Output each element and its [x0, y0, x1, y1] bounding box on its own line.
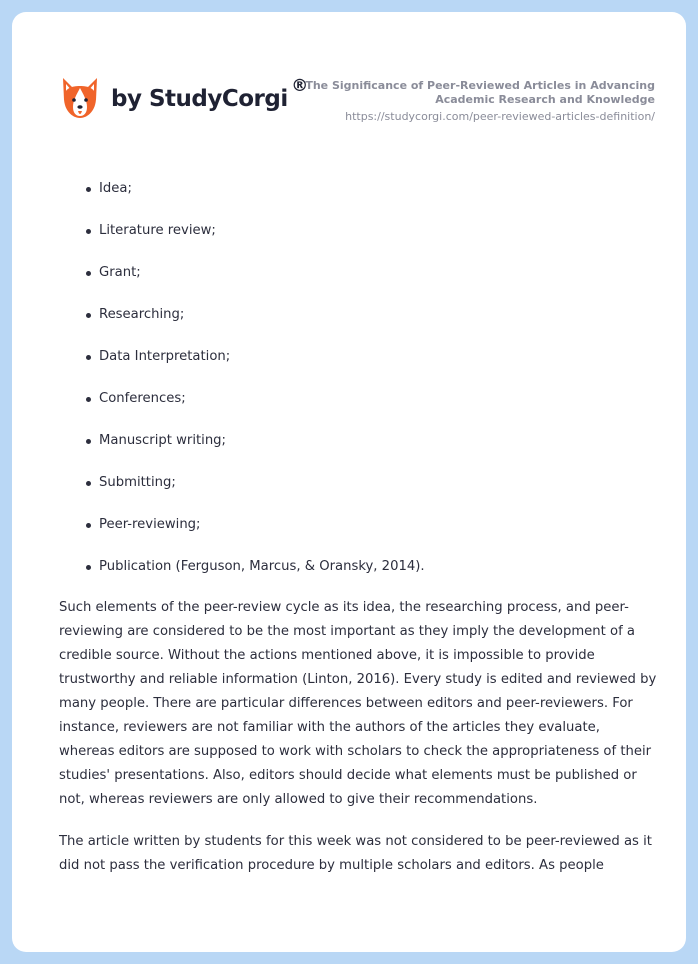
list-item: [59, 554, 659, 596]
bullet-icon: [86, 355, 91, 360]
list-item: [59, 302, 659, 344]
list-item-text: Peer-reviewing;: [99, 517, 201, 532]
list-item: [59, 344, 659, 386]
list-item-text: Manuscript writing;: [99, 433, 226, 448]
list-item-text: Grant;: [99, 265, 141, 280]
list-item: [59, 386, 659, 428]
brand-name: [111, 76, 308, 112]
list-item: [59, 512, 659, 554]
list-item: [59, 260, 659, 302]
bullet-icon: [86, 481, 91, 486]
list-item: [59, 176, 659, 218]
bullet-icon: [86, 229, 91, 234]
body-paragraph: The article written by students for this week was not considered to be peer-reviewed as it did not pass the verification procedure by multiple scholars and editors. As people: [59, 834, 652, 873]
bullet-icon: [86, 313, 91, 318]
list-item-text: Researching;: [99, 307, 185, 322]
list-item-text: Data Interpretation;: [99, 349, 231, 364]
list-item-text: Literature review;: [99, 223, 216, 238]
bullet-icon: [86, 439, 91, 444]
list-item-text: Publication (Ferguson, Marcus, & Oransky, 2014).: [99, 559, 425, 574]
list-item: [59, 218, 659, 260]
document-url[interactable]: https://studycorgi.com/peer-reviewed-articles-definition/: [345, 110, 655, 123]
corgi-icon: [60, 76, 100, 120]
document-meta: [295, 79, 655, 124]
registered-mark: ®: [291, 76, 308, 96]
bullet-icon: [86, 523, 91, 528]
list-item-text: Conferences;: [99, 391, 186, 406]
brand-text: by StudyCorgi: [111, 86, 288, 112]
studycorgi-logo[interactable]: [60, 76, 308, 120]
document-page: [12, 12, 686, 952]
document-title: The Significance of Peer-Reviewed Articles in Advancing Academic Research and Knowledge: [305, 79, 655, 106]
list-item: [59, 470, 659, 512]
page-header: [12, 12, 686, 152]
peer-review-steps-list: [59, 176, 659, 596]
bullet-icon: [86, 565, 91, 570]
bullet-icon: [86, 397, 91, 402]
body-paragraph: Such elements of the peer-review cycle as its idea, the researching process, and peer-reviewing are considered to be the most important as they imply the development of a credible source. Without the actions mentioned above, it is impossible to provide trustworthy and reliable information (Linton, 2016). Every study is edited and reviewed by many people. There are particular differences between editors and peer-reviewers. For instance, reviewers are not familiar with the authors of the articles they evaluate, whereas editors are supposed to work with scholars to check the appropriateness of their studies' presentations. Also, editors should decide what elements must be published or not, whereas reviewers are only allowed to give their recommendations.: [59, 600, 657, 807]
bullet-icon: [86, 187, 91, 192]
document-body: [59, 176, 659, 878]
list-item-text: Idea;: [99, 181, 132, 196]
list-item-text: Submitting;: [99, 475, 176, 490]
bullet-icon: [86, 271, 91, 276]
list-item: [59, 428, 659, 470]
